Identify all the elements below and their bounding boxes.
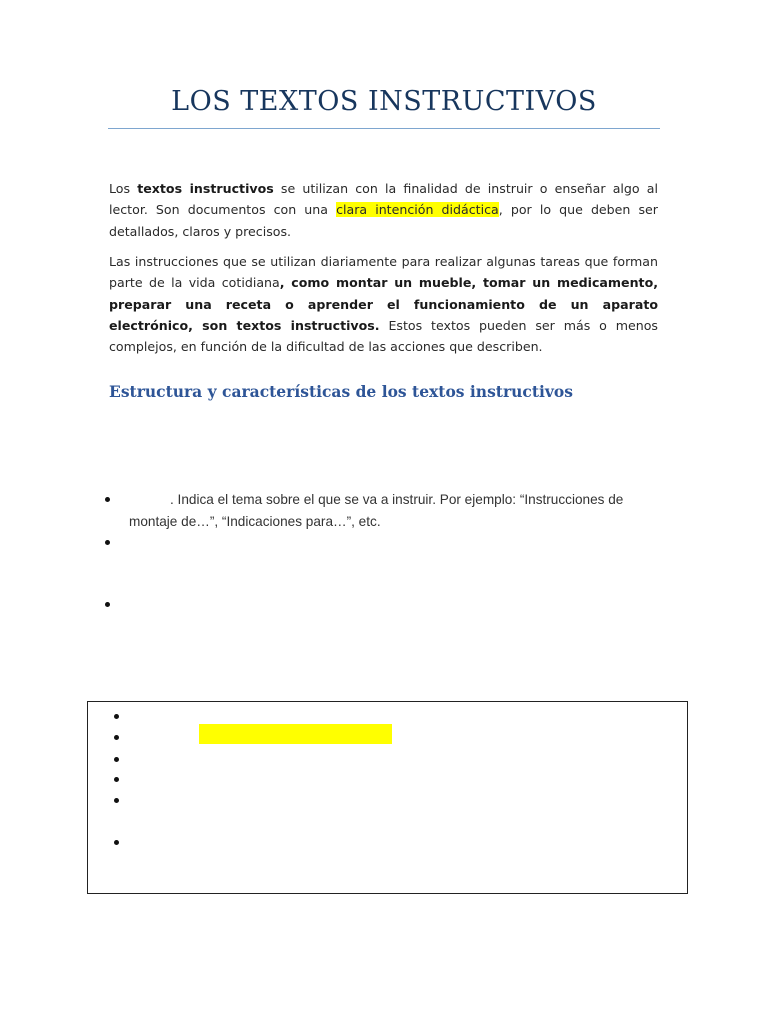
intro-text-1: Los	[109, 181, 138, 196]
document-title: LOS TEXTOS INSTRUCTIVOS	[171, 86, 597, 117]
box-bullet	[114, 840, 119, 845]
intro-paragraph	[109, 178, 658, 242]
examples-paragraph	[109, 251, 658, 357]
box-bullet	[114, 714, 119, 719]
section-heading: Estructura y características de los textos instructivos	[109, 382, 573, 401]
examples-bold-text: , como montar un mueble, tomar un medicamento, preparar una receta o aprender el funcionamiento de un aparato electrónico, son textos instructivos.	[109, 275, 658, 333]
list-bullet	[105, 602, 110, 607]
examples-text-2: Estos textos pueden ser más o menos complejos, en función de la dificultad de las acciones que describen.	[109, 317, 658, 355]
box-bullet	[114, 735, 119, 740]
intro-text-2: se utilizan con la finalidad de instruir o enseñar algo al lector. Son documentos con una	[109, 181, 658, 218]
box-bullet	[114, 757, 119, 762]
box-bullet	[114, 777, 119, 782]
list-item-content: . Indica el tema sobre el que se va a instruir. Por ejemplo: “Instrucciones de montaje de…”, “Indicaciones para…”, etc.	[129, 492, 624, 529]
highlight-block	[199, 724, 392, 744]
highlighted-phrase: clara intención didáctica	[336, 202, 499, 218]
box-bullet	[114, 798, 119, 803]
title-underline	[108, 128, 660, 129]
intro-text-3: , por lo que deben ser detallados, claros y precisos.	[109, 202, 658, 239]
list-item-text	[129, 489, 669, 533]
examples-text-1: Las instrucciones que se utilizan diariamente para realizar algunas tareas que forman parte de la vida cotidiana	[109, 254, 658, 291]
intro-bold-term: textos instructivos	[137, 181, 274, 196]
list-bullet	[105, 497, 110, 502]
list-bullet	[105, 540, 110, 545]
